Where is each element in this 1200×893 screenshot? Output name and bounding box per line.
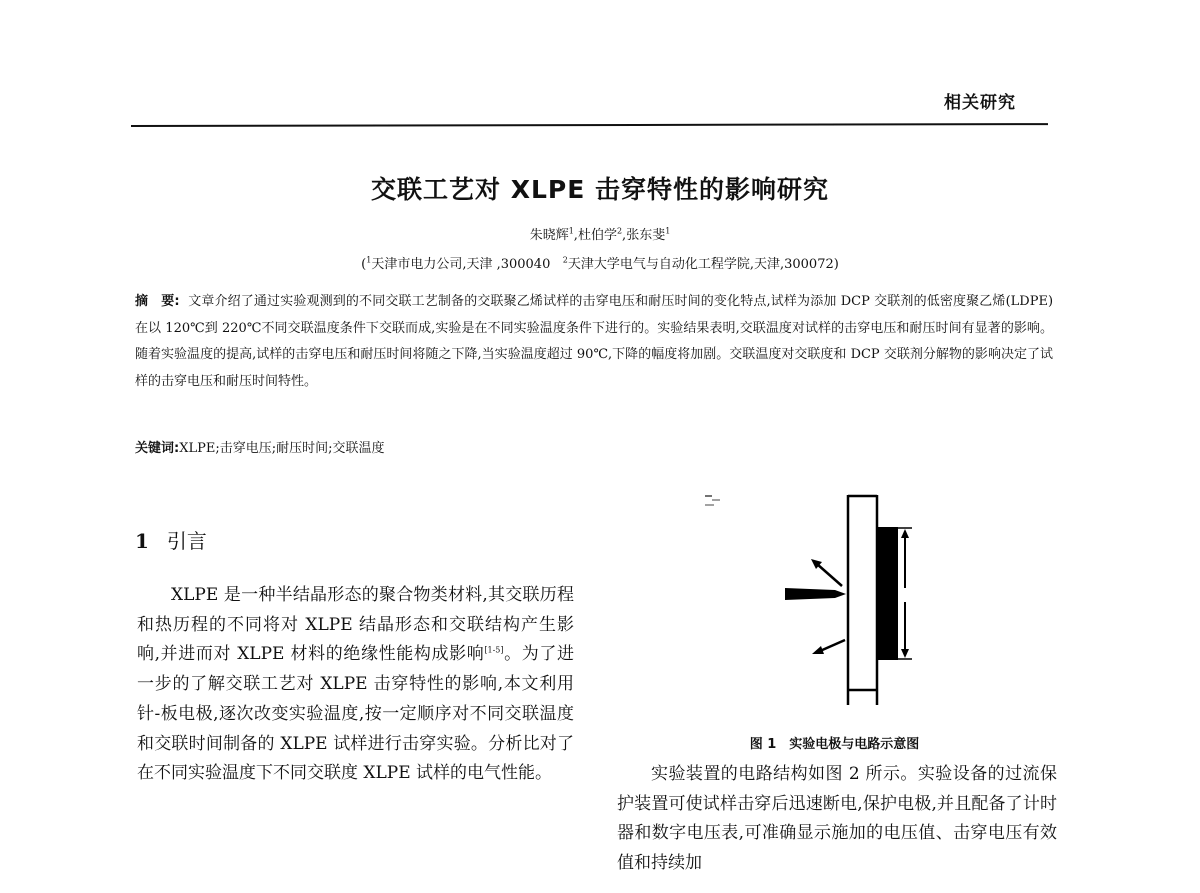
affiliation-2: 天津大学电气与自动化工程学院,天津,300072 [567,257,834,272]
figure-caption: 图 1 实验电极与电路示意图 [749,737,920,752]
author-list: 朱晓辉$^1$,杜伯学$^2$,张东斐$^1$ [529,226,671,243]
abstract-text: 文章介绍了通过实验观测到的不同交联工艺制备的交联聚乙烯试样的击穿电压和耐压时间的变化特点,试样为添加 DCP 交联剂的低密度聚乙烯(LDPE)在以 120℃到 220℃不同交联温度条件下交联而成,实验是在不同实验温度条件下进行的。实验结果表明,交联温度对试样的击穿电压和耐压时间有显著的影响。随着实验温度的提高,试样的击穿电压和耐压时间将随之下降,当实验温度超过 90℃,下降的幅度将加剧。交联温度对交联度和 DCP 交联剂分解物的影响决定了试样的击穿电压和耐压时间特性。 [135,294,1054,389]
abstract [135,289,1053,395]
section-title: 引言 [166,529,207,553]
figure-electrode-diagram [690,480,950,720]
author-affiliation-mark: 1 [568,226,574,236]
affiliation-1: 天津市电力公司,天津 ,300040 [371,257,551,272]
section-number: 1 [135,529,149,553]
header-rule [131,123,1048,127]
author-affiliation-mark: 2 [616,226,623,236]
keywords-text: XLPE;击穿电压;耐压时间;交联温度 [179,441,385,456]
apparatus-paragraph: 实验装置的电路结构如图 2 所示。实验设备的过流保护装置可使试样击穿后迅速断电,保护电极,并且配备了计时器和数字电压表,可准确显示施加的电压值、击穿电压有效值和持续加 [617,764,1057,874]
section-heading [135,525,207,554]
author-name: 朱晓辉 [529,228,569,243]
abstract-label: 摘 要: [135,294,180,309]
article-title: 交联工艺对 XLPE 击穿特性的影响研究 [370,175,829,204]
author-name: 张东斐 [626,228,666,243]
affiliations: ($^1$天津市电力公司,天津 ,300040 $^2$天津大学电气与自动化工程学院,天津,300072) [361,255,839,272]
keywords [135,437,384,456]
journal-section-label: 相关研究 [944,93,1016,113]
intro-column [137,581,574,789]
right-column [617,760,1057,879]
citation: [1-5] [484,645,504,655]
author-affiliation-mark: 1 [665,226,671,236]
intro-paragraph: XLPE 是一种半结晶形态的聚合物类材料,其交联历程和热历程的不同将对 XLPE 结晶形态和交联结构产生影响,并进而对 XLPE 材料的绝缘性能构成影响[1-5]。为了进一步的了解交联工艺对 XLPE 击穿特性的影响,本文利用针-板电极,逐次改变实验温度,按一定顺序对不同交联温度和交联时间制备的 XLPE 试样进行击穿实验。分析比对了在不同实验温度下不同交联度 XLPE 试样的电气性能。 [137,585,575,784]
keywords-label: 关键词: [135,441,180,456]
electrode-schematic-icon [690,480,950,720]
author-name: 杜伯学 [577,228,617,243]
